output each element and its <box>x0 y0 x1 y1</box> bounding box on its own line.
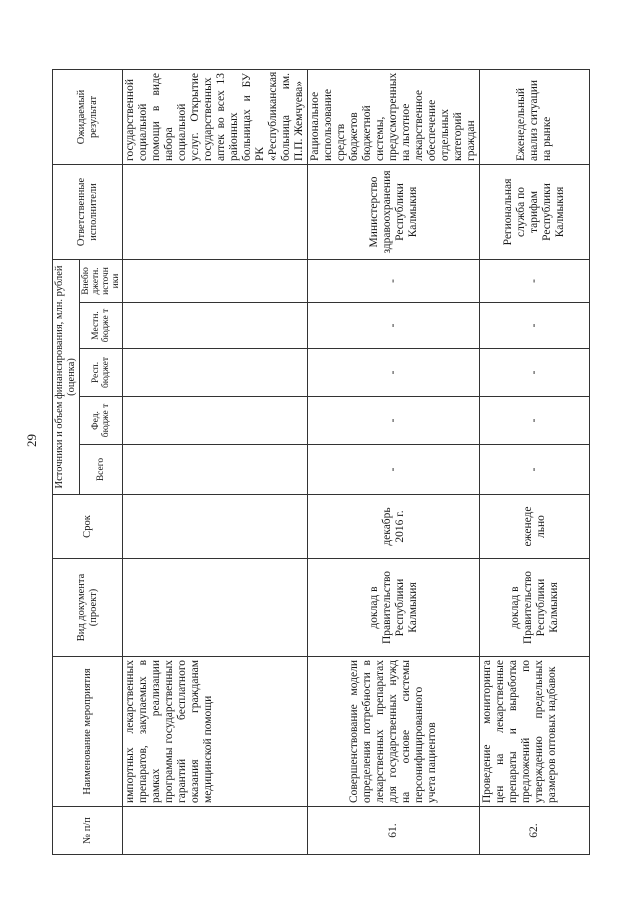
row-fed: - <box>480 397 590 445</box>
row-num: 62. <box>480 807 590 855</box>
col-num-header: № п/п <box>53 807 123 855</box>
col-term-header: Срок <box>53 495 123 559</box>
col-doc-header: Вид документа (проект) <box>53 559 123 657</box>
row-resp: - <box>308 349 480 397</box>
header-row <box>53 69 80 854</box>
row-responsible: Региональная служба по тарифам Республики Калмыкия <box>480 164 590 259</box>
row-name: импортных лекарственных препаратов, закупаемых в рамках реализации программы государственных гарантий бесплатного оказания гражданам медицинской помощи <box>123 657 308 807</box>
row-offbudget <box>123 259 308 302</box>
row-offbudget: - <box>480 259 590 302</box>
col-result-header: Ожидаемый результат <box>53 69 123 164</box>
row-fed <box>123 397 308 445</box>
col-offbudget-header: Внебю джетн. источн ики <box>80 259 123 302</box>
row-doc: доклад в Правительство Республики Калмыкия <box>308 559 480 657</box>
row-result: Рациональное использование средств бюджетов бюджетной системы, предусмотренных на льготное лекарственное обеспечение отдельных категорий граждан <box>308 69 480 164</box>
row-local: - <box>308 303 480 349</box>
row-resp <box>123 349 308 397</box>
row-num: 61. <box>308 807 480 855</box>
row-term: декабрь 2016 г. <box>308 495 480 559</box>
row-offbudget: - <box>308 259 480 302</box>
row-num <box>123 807 308 855</box>
row-doc <box>123 559 308 657</box>
row-result: государственной социальной помощи в виде набора социальной услуг. Открытие государственных аптек во всех 13 районных больницах и БУ РК «Республиканская больница им. П.П. Жемчуева» <box>123 69 308 164</box>
row-name: Совершенствование модели определения потребности в лекарственных препаратах для государственных нужд на основе системы персонифицированного учета пациентов <box>308 657 480 807</box>
row-local <box>123 303 308 349</box>
col-resp-header: Респ. бюджет <box>80 349 123 397</box>
col-name-header: Наименование мероприятия <box>53 657 123 807</box>
table-row <box>308 69 480 854</box>
row-resp: - <box>480 349 590 397</box>
page-number: 29 <box>24 434 39 447</box>
measures-table <box>52 69 590 855</box>
row-fed: - <box>308 397 480 445</box>
col-local-header: Местн. бюдже т <box>80 303 123 349</box>
row-responsible: Министерство здравоохранения Республики Калмыкия <box>308 164 480 259</box>
row-total <box>123 445 308 495</box>
col-total-header: Всего <box>80 445 123 495</box>
row-total: - <box>480 445 590 495</box>
col-finance-header: Источники и объем финансирования, млн. рублей (оценка) <box>53 259 80 494</box>
row-total: - <box>308 445 480 495</box>
row-result: Еженедельный анализ ситуации на рынке <box>480 69 590 164</box>
col-fed-header: Фед. бюдже т <box>80 397 123 445</box>
rotated-table-sheet <box>52 70 587 855</box>
table-row <box>480 69 590 854</box>
row-term: еженеде льно <box>480 495 590 559</box>
row-doc: доклад в Правительство Республики Калмыкия <box>480 559 590 657</box>
row-responsible <box>123 164 308 259</box>
table-row <box>123 69 308 854</box>
row-term <box>123 495 308 559</box>
row-name: Проведение мониторинга цен на лекарственные препараты и выработка предложений по утверждению предельных размеров оптовых надбавок <box>480 657 590 807</box>
col-responsible-header: Ответственные исполнители <box>53 164 123 259</box>
row-local: - <box>480 303 590 349</box>
